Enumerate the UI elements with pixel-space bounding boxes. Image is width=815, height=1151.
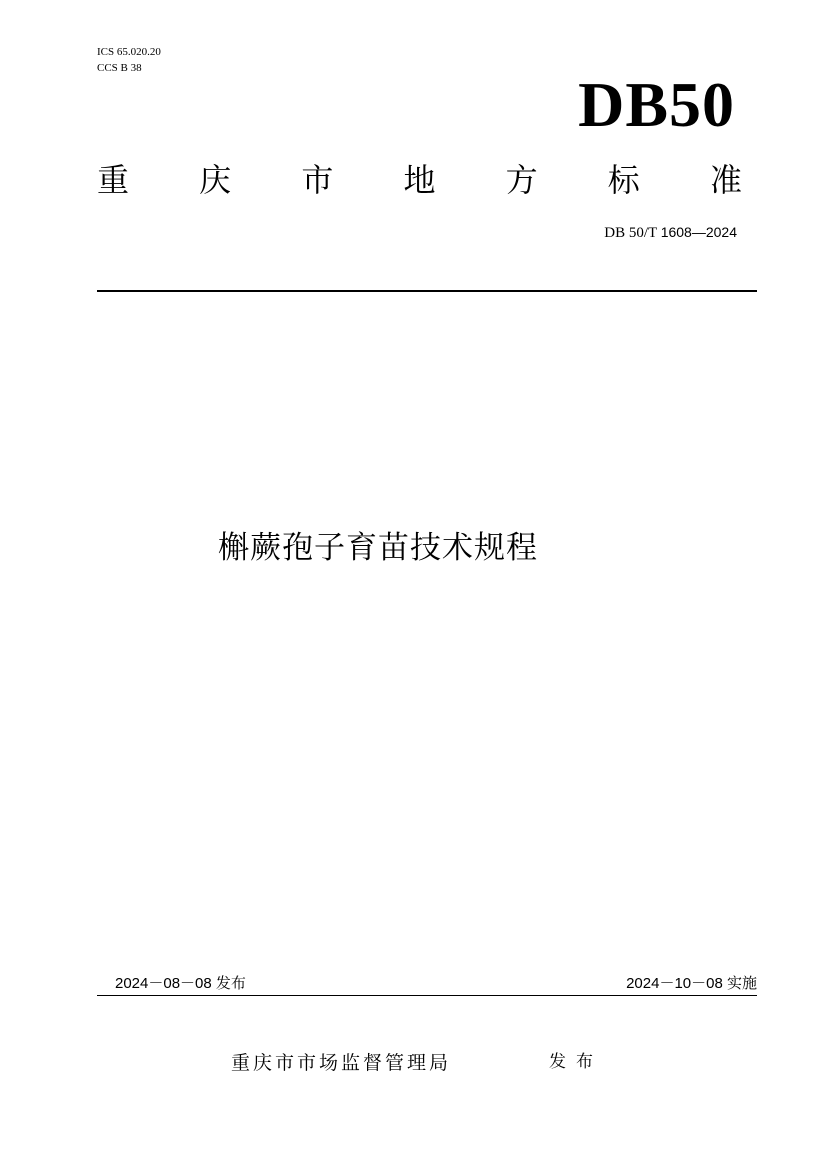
standard-type-heading (97, 158, 742, 202)
standard-type-char: 准 (709, 161, 742, 199)
top-divider (97, 290, 757, 292)
standard-type-char: 重 (97, 161, 130, 199)
document-title: 槲蕨孢子育苗技术规程 (218, 530, 538, 566)
standard-type-char: 地 (403, 161, 436, 199)
date-row (97, 974, 757, 996)
db-standard-code: DB50 (578, 69, 735, 140)
standard-type-char: 方 (505, 161, 538, 199)
classification-codes (97, 44, 161, 76)
standard-type-char: 标 (607, 161, 640, 199)
standard-number-value: 1608—2024 (660, 224, 737, 240)
publisher-name: 重庆市市场监督管理局 (231, 1052, 452, 1074)
ccs-code: CCS B 38 (97, 62, 142, 74)
bottom-divider (97, 995, 757, 996)
standard-number (604, 222, 737, 243)
ics-code: ICS 65.020.20 (97, 46, 161, 58)
implementation-date: 2024－10－08 实施 (626, 975, 757, 992)
standard-number-prefix: DB 50/T (604, 225, 661, 241)
issue-date: 2024－08－08 发布 (115, 975, 246, 992)
standard-type-char: 市 (301, 161, 334, 199)
publish-label: 发布 (549, 1052, 603, 1072)
standard-type-char: 庆 (199, 161, 232, 199)
